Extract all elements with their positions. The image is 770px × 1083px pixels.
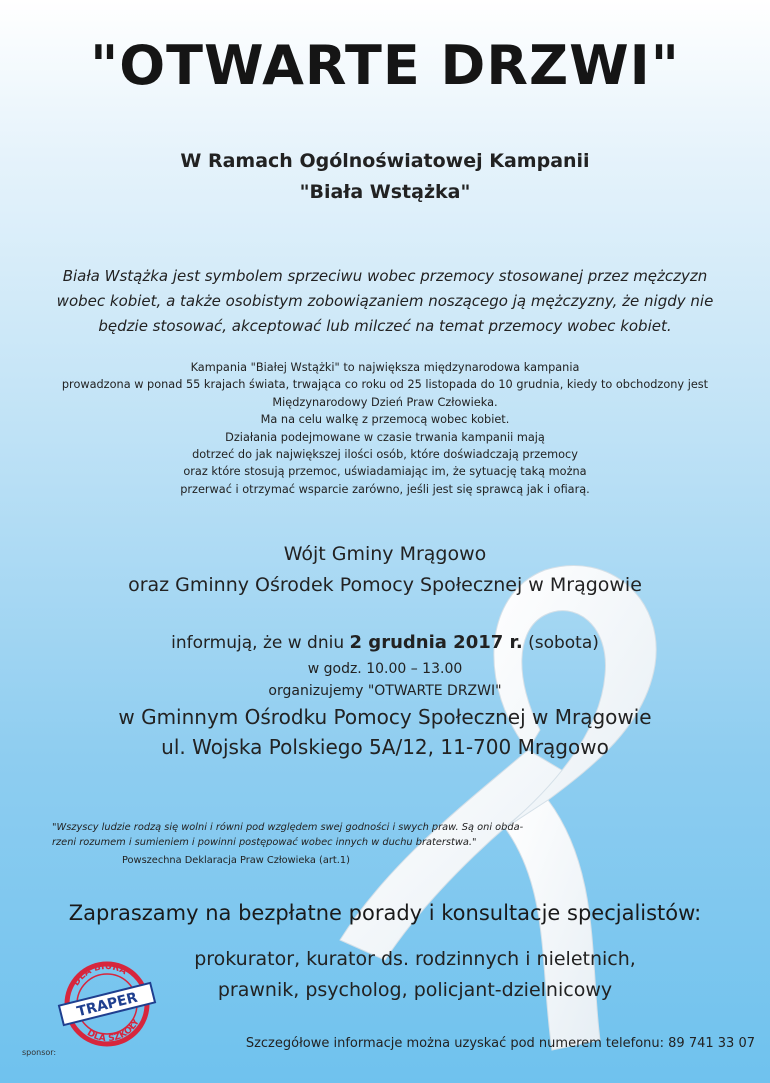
specialists-line-1: prokurator, kurator ds. rodzinnych i nieletnich,	[194, 948, 636, 970]
stamp-bottom-text: DLA SZKOŁY	[85, 1017, 142, 1045]
campaign-line: dotrzeć do jak największej ilości osób, które doświadczają przemocy	[192, 448, 578, 462]
event-day: (sobota)	[522, 633, 599, 653]
subtitle-line-2: "Biała Wstążka"	[299, 181, 471, 203]
event-date-line	[0, 628, 770, 658]
intro-line: wobec kobiet, a także osobistym zobowiązaniem noszącego ją mężczyzny, że nigdy nie	[56, 292, 714, 310]
human-rights-quote	[52, 820, 532, 868]
event-date: 2 grudnia 2017 r.	[349, 632, 523, 653]
campaign-line: prowadzona w ponad 55 krajach świata, trwająca co roku od 25 listopada do 10 grudnia, kiedy to obchodzony jest	[61, 378, 709, 392]
campaign-line: Międzynarodowy Dzień Praw Człowieka.	[272, 395, 498, 409]
organizer-line-1: Wójt Gminy Mrągowo	[283, 543, 487, 565]
stamp-top-text: DLA BIURA	[71, 961, 129, 988]
event-place: w Gminnym Ośrodku Pomocy Społecznej w Mrągowie	[118, 705, 652, 729]
sponsor-label: sponsor:	[22, 1048, 57, 1057]
inform-prefix: informują, że w dniu	[171, 633, 350, 653]
campaign-subtitle	[0, 146, 770, 208]
campaign-line: Działania podejmowane w czasie trwania kampanii mają	[225, 430, 545, 444]
campaign-line: Ma na celu walkę z przemocą wobec kobiet.	[260, 413, 510, 427]
quote-source: Powszechna Deklaracja Praw Człowieka (art.1)	[122, 855, 350, 866]
event-address: ul. Wojska Polskiego 5A/12, 11-700 Mrągowo	[161, 735, 609, 759]
event-organize: organizujemy "OTWARTE DRZWI"	[268, 683, 502, 699]
svg-text:DLA BIURA	[69, 956, 130, 989]
specialists-line-2: prawnik, psycholog, policjant-dzielnicowy	[217, 979, 613, 1001]
ribbon-intro-paragraph	[40, 264, 730, 339]
traper-stamp-logo	[52, 950, 162, 1050]
invitation-heading: Zapraszamy na bezpłatne porady i konsultacje specjalistów:	[68, 901, 702, 925]
page-title: "OTWARTE DRZWI"	[90, 34, 680, 97]
campaign-description	[10, 359, 760, 498]
intro-line: będzie stosować, akceptować lub milczeć na temat przemocy wobec kobiet.	[98, 317, 672, 335]
campaign-line: przerwać i otrzymać wsparcie zarówno, jeśli jest się sprawcą jak i ofiarą.	[180, 482, 590, 496]
stamp-brand-name: TRAPER	[75, 989, 140, 1021]
specialists-list	[130, 944, 700, 1006]
quote-line-2: rzeni rozumem i sumieniem i powinni postępować wobec innych w duchu braterstwa."	[52, 837, 477, 848]
subtitle-line-1: W Ramach Ogólnoświatowej Kampanii	[180, 150, 590, 172]
organizers	[0, 539, 770, 601]
campaign-line: oraz które stosują przemoc, uświadamiając im, że sytuację taką można	[183, 465, 587, 479]
quote-line-1: "Wszyscy ludzie rodzą się wolni i równi pod względem swej godności i swych praw. Są oni obda-	[52, 822, 524, 833]
event-details	[0, 628, 770, 762]
contact-info: Szczegółowe informacje można uzyskać pod numerem telefonu: 89 741 33 07	[245, 1036, 755, 1051]
event-hours: w godz. 10.00 – 13.00	[307, 661, 463, 677]
intro-line: Biała Wstążka jest symbolem sprzeciwu wobec przemocy stosowanej przez mężczyzn	[62, 267, 708, 285]
campaign-line: Kampania "Białej Wstążki" to największa międzynarodowa kampania	[190, 361, 580, 374]
organizer-line-2: oraz Gminny Ośrodek Pomocy Społecznej w Mrągowie	[128, 574, 642, 596]
